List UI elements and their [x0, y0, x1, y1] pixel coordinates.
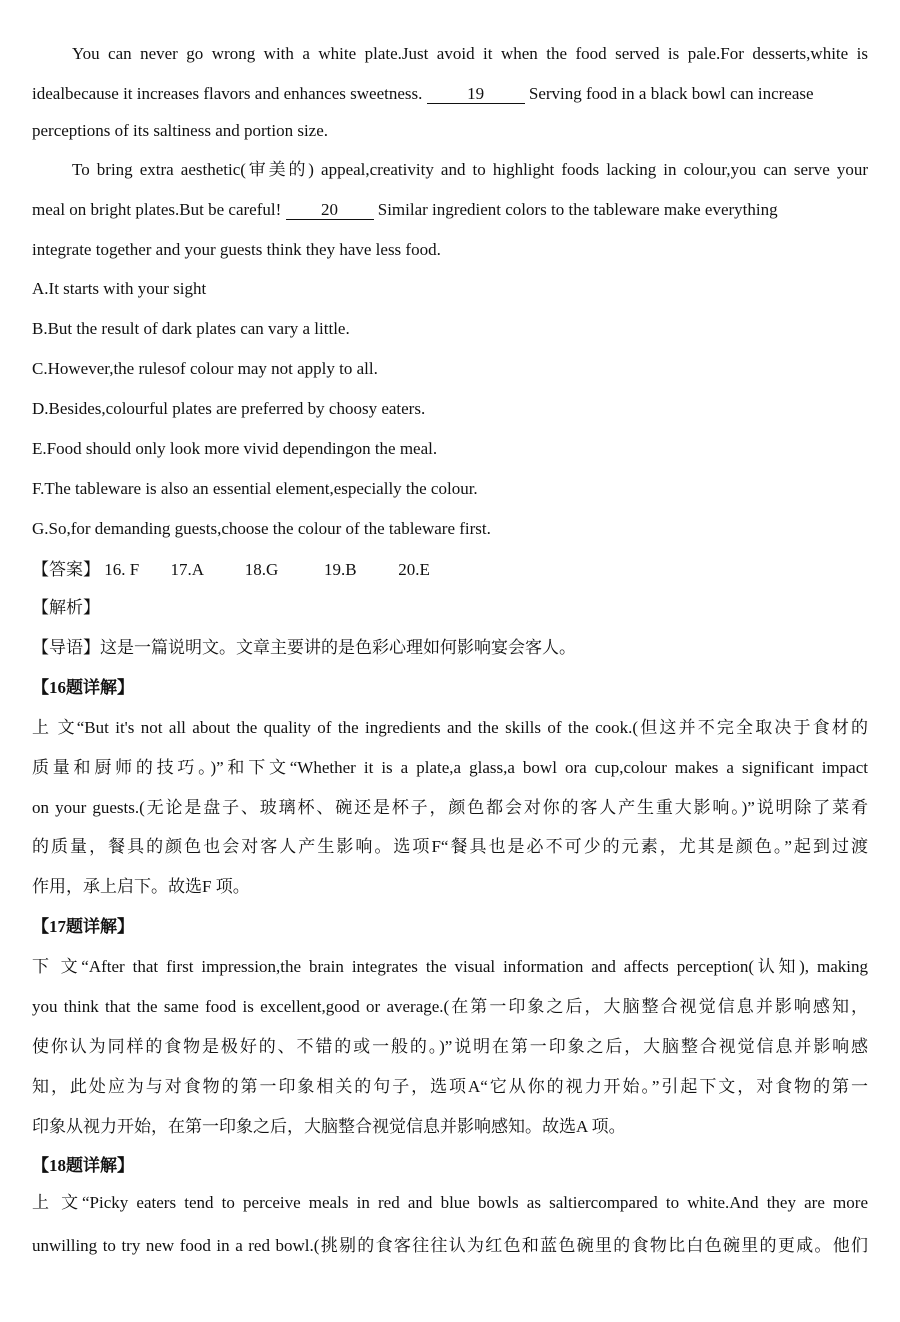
q16-line-5: 作用，承上启下。故选F 项。	[32, 877, 250, 896]
analysis-label: 【解析】	[32, 598, 100, 617]
q18-line-2: unwilling to try new food in a red bowl.(挑剔的食客往往认为红色和蓝色碗里的食物比白色碗里的更咸。他们	[32, 1236, 868, 1255]
q16-line-2: 质量和厨师的技巧。)”和下文“Whether it is a plate,a glass,a bowl ora cup,colour makes a significant impact	[32, 758, 868, 777]
option-g: G.So,for demanding guests,choose the colour of the tableware first.	[32, 519, 491, 538]
blank-20: 20	[286, 201, 374, 220]
q17-line-3: 使你认为同样的食物是极好的、不错的或一般的。)”说明在第一印象之后，大脑整合视觉信息并影响感	[32, 1037, 868, 1056]
passage-text: Serving food in a black bowl can increase	[528, 84, 814, 103]
passage-text: idealbecause it increases flavors and enhances sweetness.	[32, 84, 423, 103]
q16-line-1: 上 文“But it's not all about the quality of the ingredients and the skills of the cook.(但这并不完全取决于食材的	[32, 718, 868, 737]
q17-line-2: you think that the same food is excellent,good or average.(在第一印象之后，大脑整合视觉信息并影响感知，	[32, 997, 868, 1016]
q17-line-4: 知，此处应为与对食物的第一印象相关的句子，选项A“它从你的视力开始。”引起下文，对食物的第一	[32, 1077, 868, 1096]
passage-paragraph-2-line-1: To bring extra aesthetic(审美的) appeal,creativity and to highlight foods lacking in colour,you can serve your	[72, 160, 868, 179]
q17-line-1: 下 文“After that first impression,the brain integrates the visual information and affects perception(认知), making	[32, 957, 868, 976]
option-f: F.The tableware is also an essential element,especially the colour.	[32, 479, 478, 498]
answer-line	[32, 559, 868, 581]
answer-20: 20.E	[398, 560, 430, 579]
option-b: B.But the result of dark plates can vary a little.	[32, 319, 350, 338]
option-d: D.Besides,colourful plates are preferred by choosy eaters.	[32, 399, 426, 418]
passage-paragraph-1-line-3: perceptions of its saltiness and portion size.	[32, 121, 329, 140]
answer-18: 18.G	[244, 560, 279, 579]
answer-17: 17.A	[170, 560, 205, 579]
blank-19: 19	[427, 85, 525, 104]
passage-text: meal on bright plates.But be careful!	[32, 200, 282, 219]
q18-line-1: 上 文“Picky eaters tend to perceive meals in red and blue bowls as saltiercompared to white.And they are more	[32, 1193, 868, 1212]
option-e: E.Food should only look more vivid dependingon the meal.	[32, 439, 438, 458]
answer-19: 19.B	[324, 560, 357, 579]
q18-heading: 【18题详解】	[32, 1156, 134, 1175]
q16-heading: 【16题详解】	[32, 678, 134, 697]
q17-heading: 【17题详解】	[32, 917, 134, 936]
answer-16: 16. F	[104, 560, 140, 579]
answer-label: 【答案】	[32, 560, 100, 579]
passage-paragraph-1-line-1: You can never go wrong with a white plate.Just avoid it when the food served is pale.For desserts,white is	[72, 44, 868, 63]
passage-paragraph-1-line-2	[32, 83, 868, 105]
guide-text: 【导语】这是一篇说明文。文章主要讲的是色彩心理如何影响宴会客人。	[32, 638, 576, 657]
q17-line-5: 印象从视力开始，在第一印象之后，大脑整合视觉信息并影响感知。故选A 项。	[32, 1117, 626, 1136]
option-a: A.It starts with your sight	[32, 279, 207, 298]
passage-paragraph-2-line-3: integrate together and your guests think they have less food.	[32, 240, 441, 259]
passage-paragraph-2-line-2	[32, 199, 868, 221]
option-c: C.However,the rulesof colour may not apply to all.	[32, 359, 378, 378]
q16-line-4: 的质量，餐具的颜色也会对客人产生影响。选项F“餐具也是必不可少的元素，尤其是颜色。”起到过渡	[32, 837, 868, 856]
q16-line-3: on your guests.(无论是盘子、玻璃杯、碗还是杯子，颜色都会对你的客人产生重大影响。)”说明除了菜肴	[32, 798, 868, 817]
passage-text: Similar ingredient colors to the tableware make everything	[377, 200, 778, 219]
